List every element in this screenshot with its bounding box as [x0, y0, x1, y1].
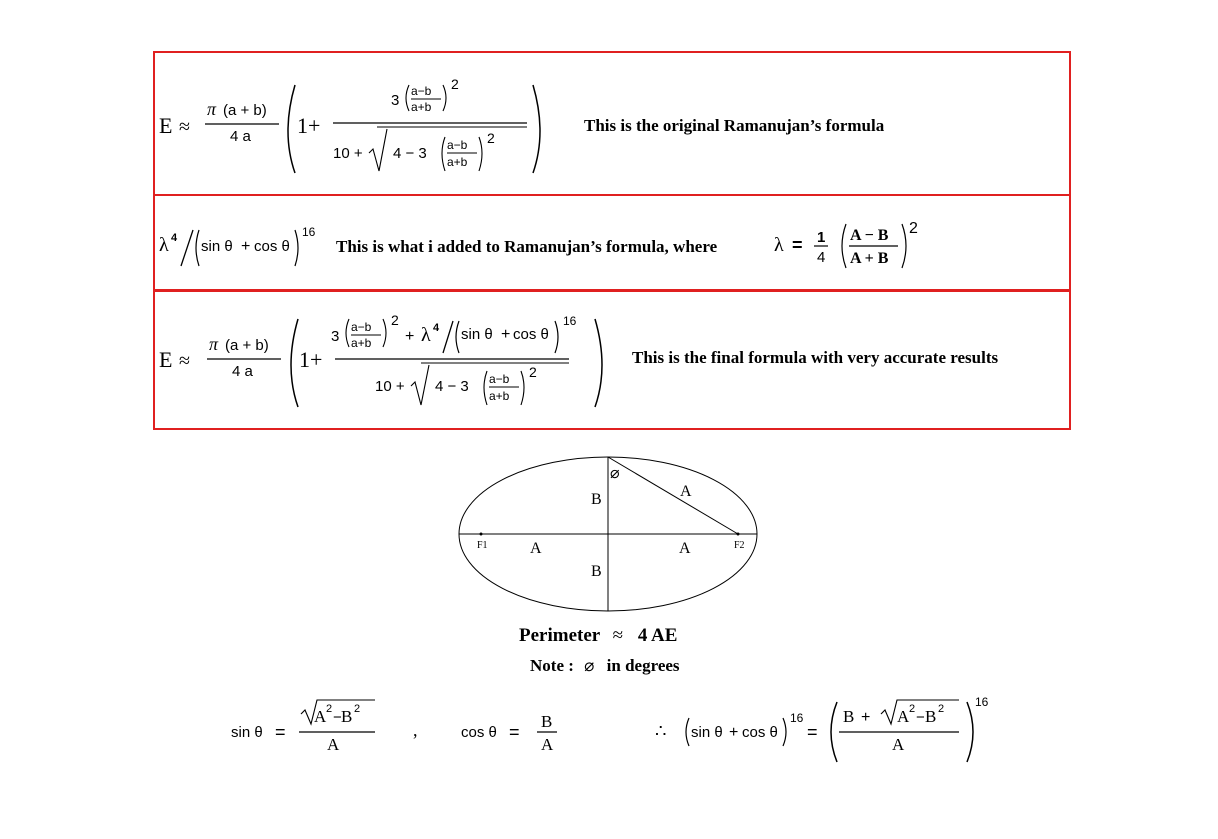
four-a: 4 a [230, 128, 251, 145]
minus-1: − [333, 709, 342, 726]
sup2-d: 2 [938, 703, 945, 715]
B-sq: B [341, 707, 353, 726]
label-F1: F1 [477, 540, 488, 551]
ramanujan-final-formula [155, 291, 625, 429]
B-sq-2: B [925, 707, 937, 726]
B-num-2: B [843, 707, 855, 726]
A-den-2: A [541, 735, 554, 754]
A-den-3: A [892, 735, 905, 754]
sin-theta: sin θ [461, 326, 493, 343]
one-plus: 1+ [299, 347, 323, 372]
frac-num-2: a−b [447, 138, 468, 152]
equals-1: = [275, 722, 286, 742]
exp-2: 2 [451, 76, 459, 92]
exp16-c: 16 [975, 695, 989, 709]
E-symbol: E [159, 113, 173, 138]
label-B-top: B [591, 491, 602, 508]
frac-num-2: a−b [489, 372, 510, 386]
therefore: ∴ [655, 721, 667, 741]
exp-16: 16 [302, 225, 316, 239]
lambda-exp: 4 [433, 322, 440, 334]
note-label: Note : [530, 656, 574, 675]
sin-label: sin θ [231, 724, 263, 741]
exp-2: 2 [909, 220, 918, 237]
focus-1 [480, 533, 483, 536]
pi-symbol: π [207, 99, 217, 119]
exp-16: 16 [563, 314, 577, 328]
plus-sign-2: + [501, 326, 511, 343]
lambda-definition [770, 194, 930, 284]
lambda: λ [159, 234, 169, 256]
sup2-a: 2 [326, 703, 333, 715]
A-den-1: A [327, 735, 340, 754]
A-sq-2: A [897, 707, 910, 726]
lambda: λ [421, 324, 431, 346]
exp-2b: 2 [487, 130, 495, 146]
A-plus-B: A + B [850, 250, 889, 267]
lambda-eq: λ [774, 234, 784, 256]
perimeter-approx: ≈ [612, 625, 624, 646]
equals: = [792, 235, 803, 255]
lambda-exp: 4 [171, 232, 178, 244]
cos-label-2: cos θ [742, 724, 778, 741]
frac-den-2: a+b [447, 155, 468, 169]
equals-2: = [509, 722, 520, 742]
label-A-hyp: A [680, 483, 692, 500]
formula-box-original [153, 51, 1071, 196]
ellipse-diagram [450, 450, 770, 620]
A-sq: A [314, 707, 327, 726]
plus-c: + [861, 709, 871, 726]
label-A-left: A [530, 540, 542, 557]
sin-label-2: sin θ [691, 724, 723, 741]
approx-sign: ≈ [179, 350, 190, 372]
frac-den-2: a+b [489, 389, 510, 403]
plus-b: + [729, 724, 739, 741]
perimeter-label: Perimeter [519, 625, 600, 646]
ramanujan-original-formula [155, 53, 575, 193]
exp-2: 2 [391, 312, 399, 328]
E-symbol: E [159, 347, 173, 372]
sin-theta: sin θ [201, 238, 233, 255]
minus-2: − [916, 709, 925, 726]
formula-box-final [153, 289, 1071, 430]
cos-theta: cos θ [254, 238, 290, 255]
label-A-right: A [679, 540, 691, 557]
four-minus-three: 4 − 3 [393, 145, 427, 162]
a-plus-b: (a + b) [223, 102, 267, 119]
frac-num: a−b [411, 84, 432, 98]
formula-box-added [153, 194, 1071, 292]
note-final: This is the final formula with very accurate results [632, 348, 999, 367]
note-added: This is what i added to Ramanujan’s formula, where [336, 237, 718, 256]
sup2-b: 2 [354, 703, 361, 715]
approx-sign: ≈ [179, 116, 190, 138]
label-F2: F2 [734, 540, 745, 551]
B-num: B [541, 712, 553, 731]
lambda-term [155, 194, 325, 284]
four: 4 [817, 249, 826, 266]
exp-2b: 2 [529, 364, 537, 380]
trig-identities [225, 692, 1025, 772]
ten-plus: 10 + [333, 145, 363, 162]
one-plus: 1+ [297, 113, 321, 138]
pi-symbol: π [209, 334, 219, 354]
note-original: This is the original Ramanujan’s formula [584, 116, 885, 135]
frac-den: a+b [411, 100, 432, 114]
perimeter-value: 4 AE [637, 625, 678, 646]
three: 3 [331, 328, 340, 345]
frac-den: a+b [351, 336, 372, 350]
phi-label: ⌀ [610, 465, 620, 482]
four-a: 4 a [232, 363, 253, 380]
plus: + [241, 238, 251, 255]
three: 3 [391, 92, 400, 109]
note-text: in degrees [606, 656, 680, 675]
a-plus-b: (a + b) [225, 337, 269, 354]
sup2-c: 2 [909, 703, 916, 715]
one: 1 [817, 229, 826, 246]
ten-plus: 10 + [375, 378, 405, 395]
perimeter-line [519, 625, 677, 647]
plus-sign: + [405, 328, 415, 345]
comma: , [413, 720, 418, 740]
label-B-bottom: B [591, 563, 602, 580]
A-minus-B: A − B [850, 227, 889, 244]
equals-3: = [807, 722, 818, 742]
cos-theta: cos θ [513, 326, 549, 343]
focal-line [608, 457, 738, 534]
phi-symbol: ⌀ [584, 656, 595, 675]
note-degrees [530, 656, 680, 676]
four-minus-three: 4 − 3 [435, 378, 469, 395]
frac-num: a−b [351, 320, 372, 334]
exp16-b: 16 [790, 711, 804, 725]
focus-2 [737, 533, 740, 536]
cos-label: cos θ [461, 724, 497, 741]
